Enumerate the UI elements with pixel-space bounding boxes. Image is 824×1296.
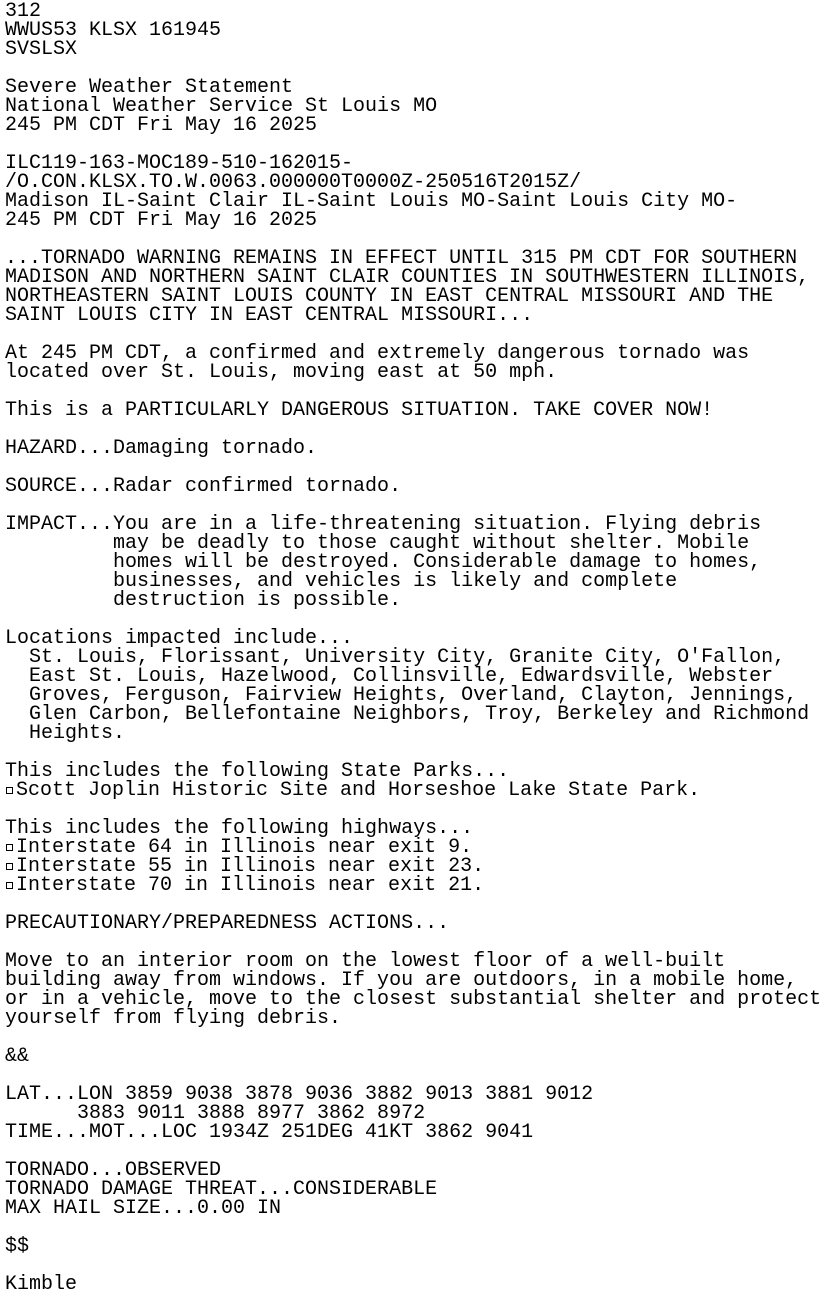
line-text: TORNADO...OBSERVED bbox=[5, 1159, 222, 1182]
line-text: ...TORNADO WARNING REMAINS IN EFFECT UNTIL 315 PM CDT FOR SOUTHERN bbox=[5, 247, 798, 270]
line-text: businesses, and vehicles is likely and complete bbox=[5, 570, 678, 593]
line-text: NORTHEASTERN SAINT LOUIS COUNTY IN EAST CENTRAL MISSOURI AND THE bbox=[5, 285, 774, 308]
line-text: Glen Carbon, Bellefontaine Neighbors, Troy, Berkeley and Richmond bbox=[5, 703, 810, 726]
line-text: homes will be destroyed. Considerable damage to homes, bbox=[5, 551, 762, 574]
text-line bbox=[5, 914, 824, 933]
text-line bbox=[5, 1199, 824, 1218]
line-text: St. Louis, Florissant, University City, Granite City, O'Fallon, bbox=[5, 646, 786, 669]
line-text: yourself from flying debris. bbox=[5, 1007, 342, 1030]
line-text: Groves, Ferguson, Fairview Heights, Overland, Clayton, Jennings, bbox=[5, 684, 798, 707]
line-text: MAX HAIL SIZE...0.00 IN bbox=[5, 1197, 282, 1220]
bullet-square-icon bbox=[6, 882, 13, 889]
line-text: /O.CON.KLSX.TO.W.0063.000000T0000Z-250516T2015Z/ bbox=[5, 171, 582, 194]
line-text: $$ bbox=[5, 1235, 30, 1258]
line-text: Scott Joplin Historic Site and Horseshoe Lake State Park. bbox=[16, 779, 701, 802]
line-text: At 245 PM CDT, a confirmed and extremely dangerous tornado was bbox=[5, 342, 750, 365]
line-text: may be deadly to those caught without shelter. Mobile bbox=[5, 532, 750, 555]
line-text: WWUS53 KLSX 161945 bbox=[5, 19, 222, 42]
text-line bbox=[5, 1275, 824, 1294]
line-text: Madison IL-Saint Clair IL-Saint Louis MO-Saint Louis City MO- bbox=[5, 190, 738, 213]
line-text: Severe Weather Statement bbox=[5, 76, 294, 99]
line-text: Move to an interior room on the lowest floor of a well-built bbox=[5, 950, 726, 973]
line-text: 245 PM CDT Fri May 16 2025 bbox=[5, 114, 318, 137]
text-line bbox=[5, 724, 824, 743]
line-text: located over St. Louis, moving east at 50 mph. bbox=[5, 361, 558, 384]
line-text: Locations impacted include... bbox=[5, 627, 354, 650]
line-text: MADISON AND NORTHERN SAINT CLAIR COUNTIES IN SOUTHWESTERN ILLINOIS, bbox=[5, 266, 810, 289]
line-text: East St. Louis, Hazelwood, Collinsville, Edwardsville, Webster bbox=[5, 665, 774, 688]
line-text: TIME...MOT...LOC 1934Z 251DEG 41KT 3862 9041 bbox=[5, 1121, 534, 1144]
line-text: This includes the following highways... bbox=[5, 817, 474, 840]
text-line bbox=[5, 591, 824, 610]
text-line bbox=[5, 1123, 824, 1142]
line-text: SVSLSX bbox=[5, 38, 78, 61]
text-line bbox=[5, 211, 824, 230]
text-line bbox=[5, 306, 824, 325]
bullet-square-icon bbox=[6, 844, 13, 851]
line-text: or in a vehicle, move to the closest substantial shelter and protect bbox=[5, 988, 822, 1011]
line-text: TORNADO DAMAGE THREAT...CONSIDERABLE bbox=[5, 1178, 438, 1201]
line-text: Heights. bbox=[5, 722, 126, 745]
text-line bbox=[5, 1028, 824, 1047]
line-text: LAT...LON 3859 9038 3878 9036 3882 9013 3881 9012 bbox=[5, 1083, 594, 1106]
line-text: This is a PARTICULARLY DANGEROUS SITUATION. TAKE COVER NOW! bbox=[5, 399, 714, 422]
text-line bbox=[5, 1047, 824, 1066]
text-line bbox=[5, 1237, 824, 1256]
text-line bbox=[5, 1009, 824, 1028]
line-text: National Weather Service St Louis MO bbox=[5, 95, 438, 118]
text-line bbox=[5, 116, 824, 135]
line-text: Interstate 64 in Illinois near exit 9. bbox=[16, 836, 473, 859]
line-text: 3883 9011 3888 8977 3862 8972 bbox=[5, 1102, 426, 1125]
text-line bbox=[5, 705, 824, 724]
text-line bbox=[5, 477, 824, 496]
line-text: Interstate 55 in Illinois near exit 23. bbox=[16, 855, 485, 878]
line-text: && bbox=[5, 1045, 30, 1068]
line-text: IMPACT...You are in a life-threatening situation. Flying debris bbox=[5, 513, 762, 536]
text-line bbox=[5, 363, 824, 382]
line-text: SAINT LOUIS CITY IN EAST CENTRAL MISSOURI... bbox=[5, 304, 534, 327]
line-text: 312 bbox=[5, 0, 42, 23]
line-text: 245 PM CDT Fri May 16 2025 bbox=[5, 209, 318, 232]
line-text: This includes the following State Parks... bbox=[5, 760, 510, 783]
text-line bbox=[5, 21, 824, 40]
bullet-square-icon bbox=[6, 787, 13, 794]
bullet-line bbox=[5, 781, 824, 800]
text-line bbox=[5, 1256, 824, 1275]
text-line bbox=[5, 40, 824, 59]
text-line bbox=[5, 401, 824, 420]
line-text: Interstate 70 in Illinois near exit 21. bbox=[16, 874, 485, 897]
line-text: HAZARD...Damaging tornado. bbox=[5, 437, 318, 460]
text-line bbox=[5, 1218, 824, 1237]
bullet-line bbox=[5, 876, 824, 895]
line-text: SOURCE...Radar confirmed tornado. bbox=[5, 475, 402, 498]
line-text: ILC119-163-MOC189-510-162015- bbox=[5, 152, 354, 175]
text-line bbox=[5, 439, 824, 458]
line-text: Kimble bbox=[5, 1273, 78, 1296]
line-text: building away from windows. If you are outdoors, in a mobile home, bbox=[5, 969, 798, 992]
bulletin-text bbox=[5, 2, 824, 1294]
line-text: PRECAUTIONARY/PREPAREDNESS ACTIONS... bbox=[5, 912, 450, 935]
line-text: destruction is possible. bbox=[5, 589, 402, 612]
bullet-square-icon bbox=[6, 863, 13, 870]
